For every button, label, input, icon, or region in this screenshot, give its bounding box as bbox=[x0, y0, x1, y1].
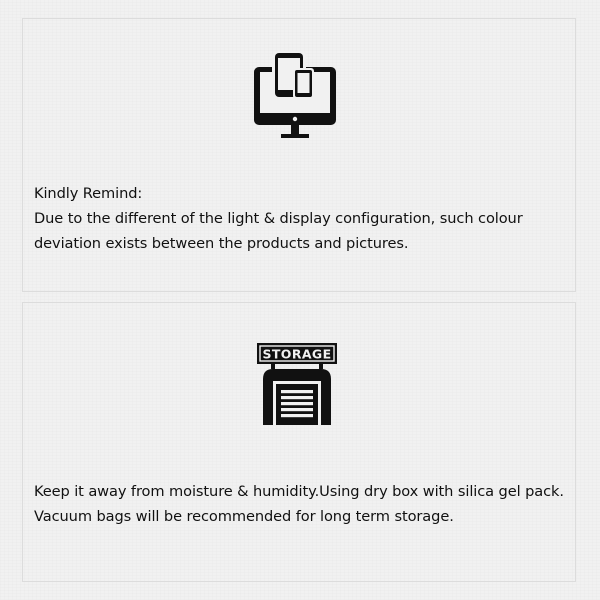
notice-panel bbox=[22, 18, 576, 292]
notice-text bbox=[34, 181, 567, 256]
devices-icon bbox=[251, 51, 339, 141]
storage-sign-label: STORAGE bbox=[262, 346, 332, 362]
notice-body: Due to the different of the light & display configuration, such colour deviation exists between the products and pictures. bbox=[34, 210, 523, 252]
storage-line-1: Keep it away from moisture & humidity.Using dry box with silica gel pack. bbox=[34, 483, 564, 500]
notice-heading: Kindly Remind: bbox=[34, 185, 143, 202]
storage-text bbox=[34, 479, 567, 529]
storage-line-2: Vacuum bags will be recommended for long term storage. bbox=[34, 508, 454, 525]
storage-icon bbox=[257, 343, 337, 427]
storage-panel bbox=[22, 302, 576, 582]
